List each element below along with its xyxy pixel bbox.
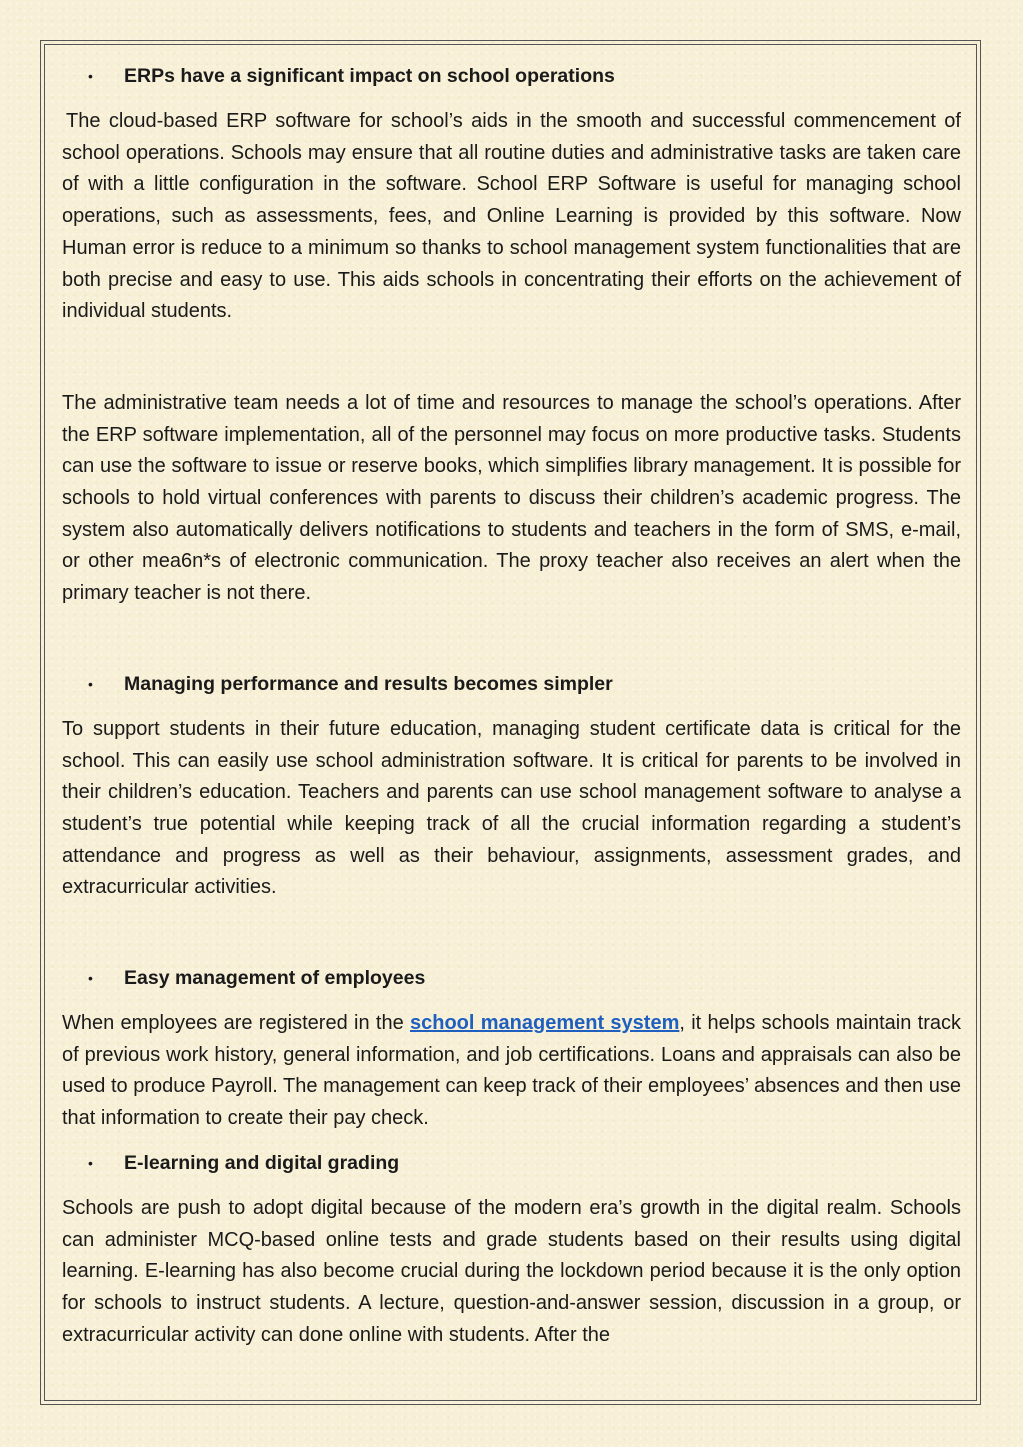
employees-text-before: When employees are registered in the <box>62 1012 410 1035</box>
bullet-icon: • <box>88 970 93 987</box>
paragraph-performance: To support students in their future education, managing student certificate data is critical for the school. This can easily use school administration software. It is critical for parents to be involved in their children’s education. Teachers and parents can use school management software to analyse a student’s true potential while keeping track of all the crucial information regarding a student’s attendance and progress as well as their behaviour, assignments, assessment grades, and extracurricular activities. <box>62 717 961 899</box>
document-content <box>62 60 961 1351</box>
section-heading-elearning <box>62 1147 961 1179</box>
bullet-icon: • <box>88 68 93 84</box>
section-heading-performance <box>62 668 961 700</box>
bullet-icon: • <box>88 1154 93 1171</box>
heading-text: ERPs have a significant impact on school operations <box>124 65 615 87</box>
heading-text: Managing performance and results becomes simpler <box>124 672 613 695</box>
heading-text: Easy management of employees <box>124 967 426 990</box>
school-management-system-link[interactable]: school management system <box>410 1012 680 1035</box>
section-heading-erp-impact <box>62 60 961 92</box>
paragraph-elearning: Schools are push to adopt digital because of the modern era’s growth in the digital realm. Schools can administer MCQ-based online tests and grade students based on their results using digital learning. E-learning has also become crucial during the lockdown period because it is the only option for schools to instruct students. A lecture, question-and-answer session, discussion in a group, or extracurricular activity can done online with students. After the <box>62 1196 961 1346</box>
employees-text-after: , it helps schools maintain track of previous work history, general information, and job certifications. Loans and appraisals can also be used to produce Payroll. The management can keep track of their employees’ absences and then use that information to create their pay check. <box>62 1012 962 1130</box>
paragraph-employees <box>62 1008 961 1135</box>
paragraph-erp-cloud: The cloud-based ERP software for school’s aids in the smooth and successful commencement of school operations. Schools may ensure that all routine duties and administrative tasks are taken care of with a little configuration in the software. School ERP Software is useful for managing school operations, such as assessments, fees, and Online Learning is provided by this software. Now Human error is reduce to a minimum so thanks to school management system functionalities that are both precise and easy to use. This aids schools in concentrating their efforts on the achievement of individual students. <box>62 110 961 323</box>
section-heading-employees <box>62 962 961 994</box>
heading-text: E-learning and digital grading <box>124 1151 400 1174</box>
bullet-icon: • <box>88 675 93 692</box>
paragraph-admin-team: The administrative team needs a lot of time and resources to manage the school’s operations. After the ERP software implementation, all of the personnel may focus on more productive tasks. Students can use the software to issue or reserve books, which simplifies library management. It is possible for schools to hold virtual conferences with parents to discuss their children’s academic progress. The system also automatically delivers notifications to students and teachers in the form of SMS, e-mail, or other mea6n*s of electronic communication. The proxy teacher also receives an alert when the primary teacher is not there. <box>62 391 961 605</box>
